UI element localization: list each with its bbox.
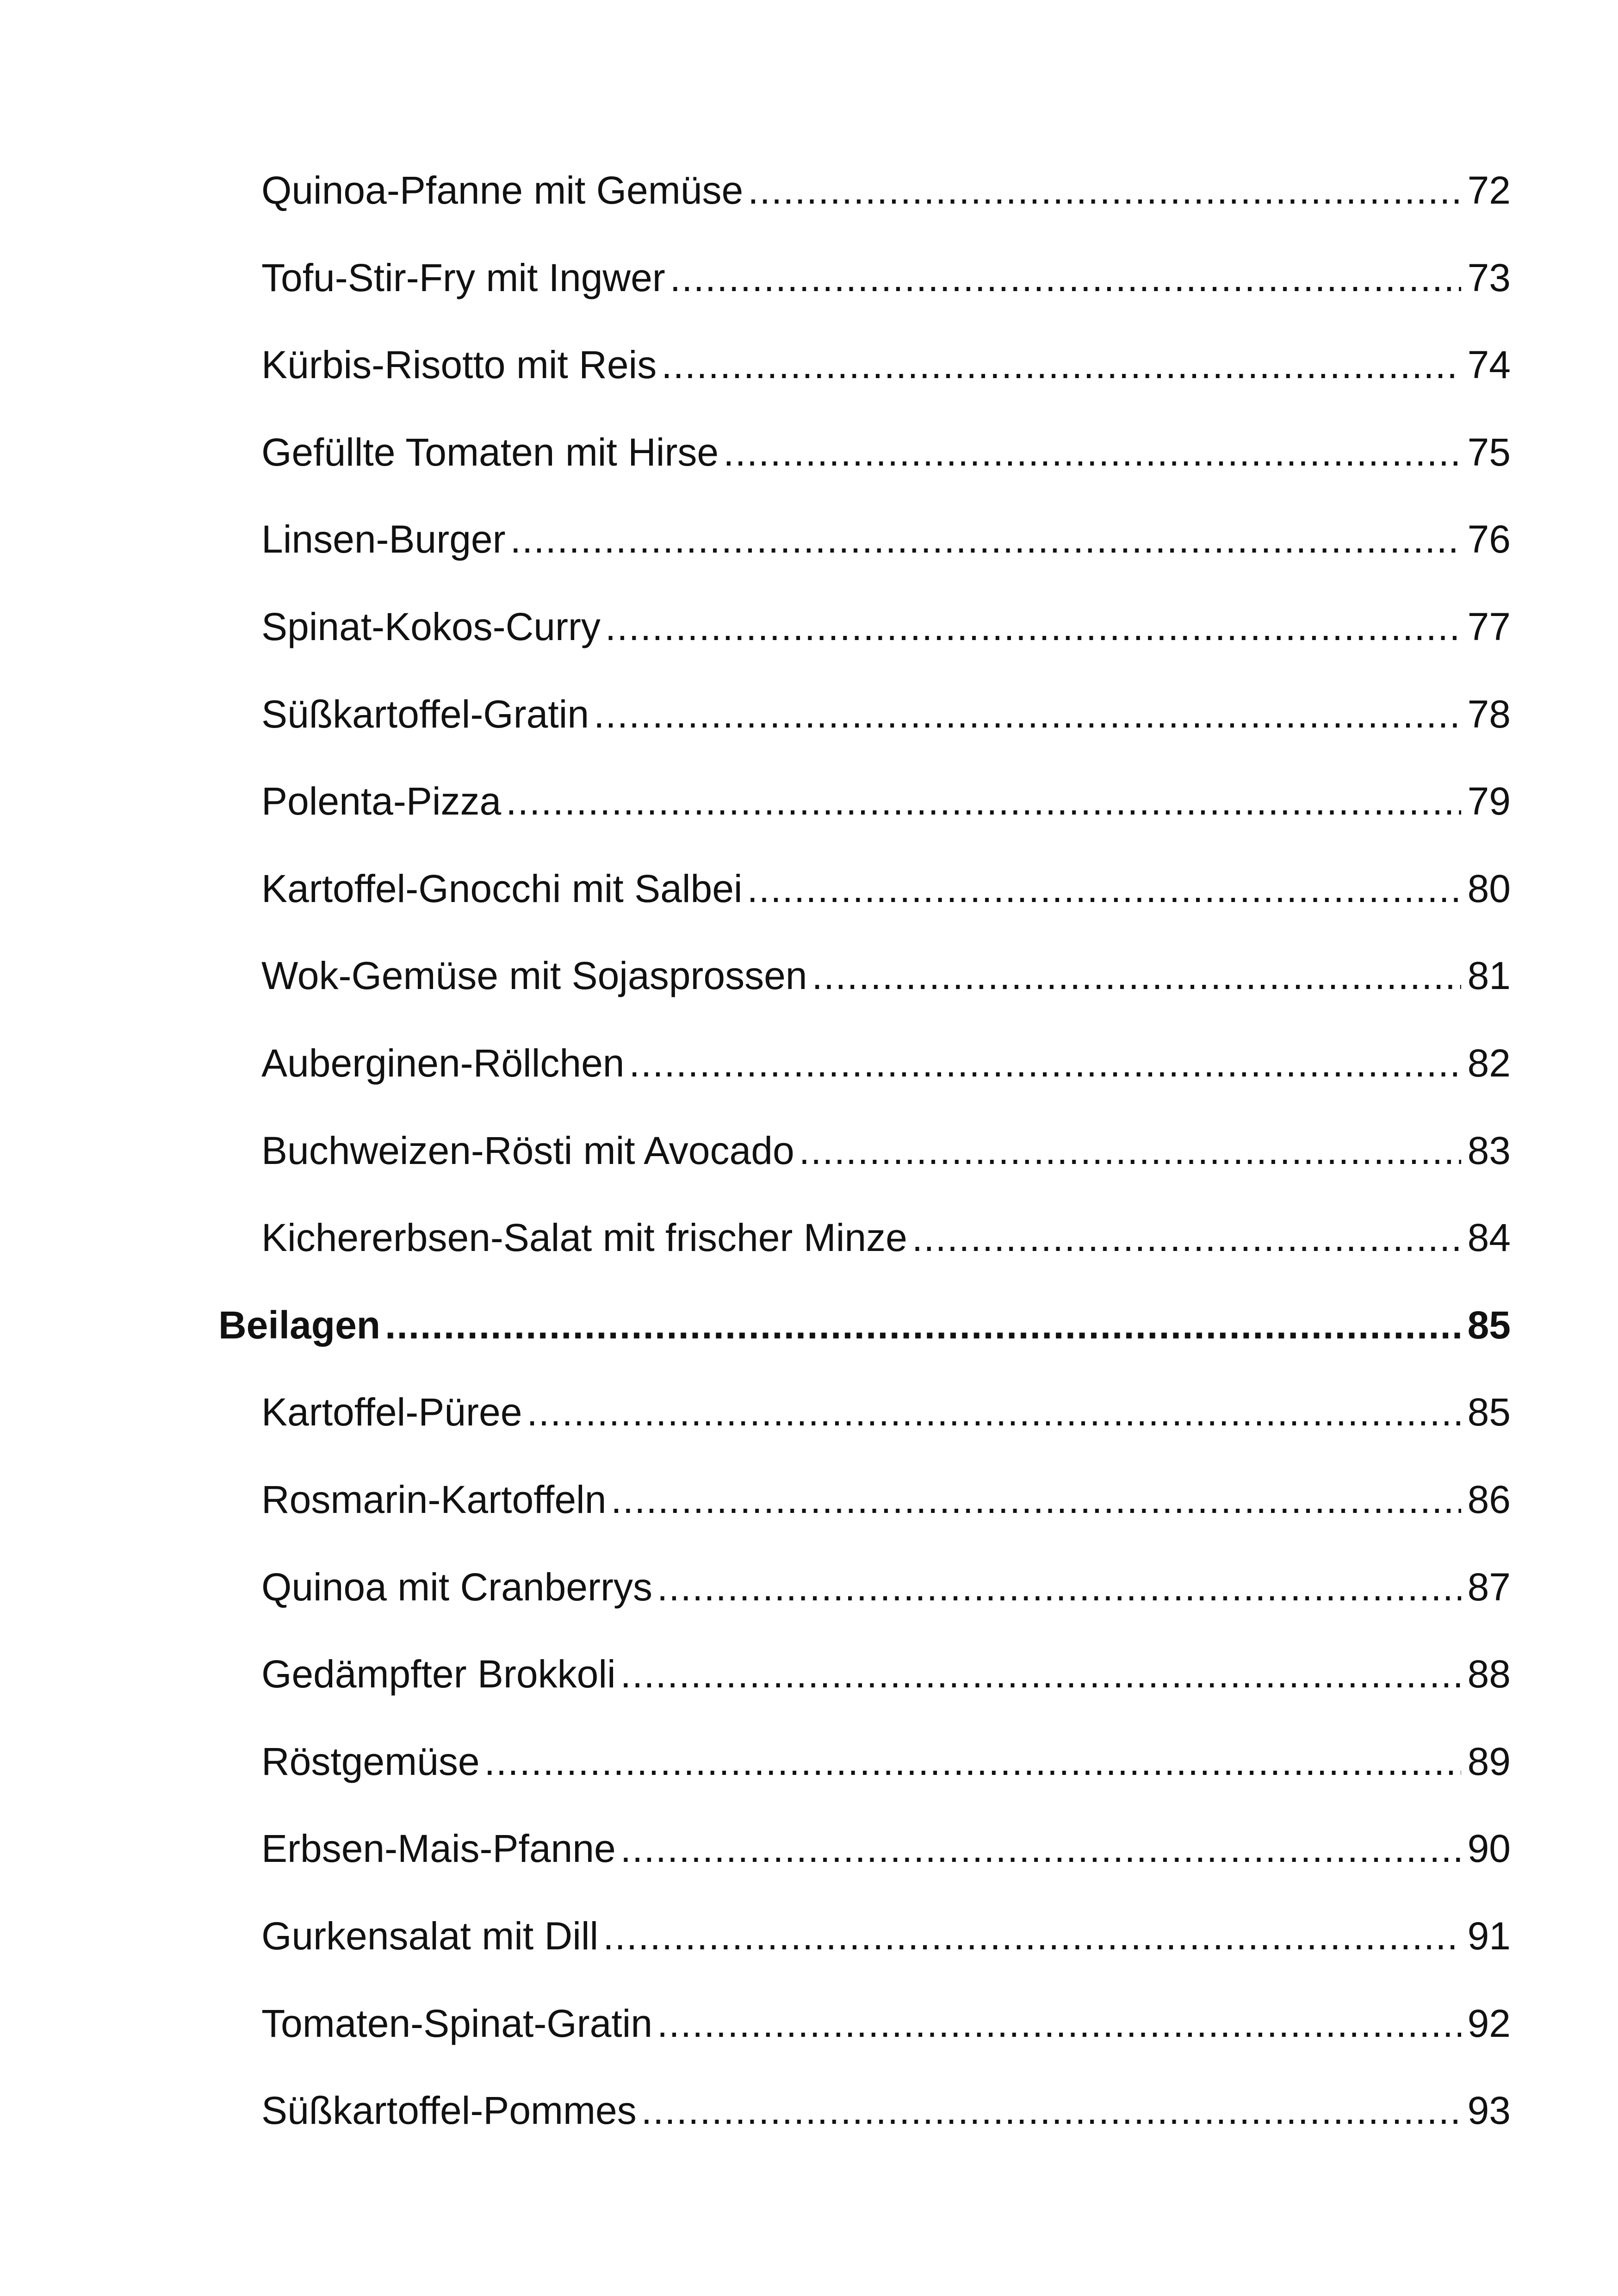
toc-entry[interactable] — [261, 1387, 1511, 1437]
toc-section-page: 85 — [1467, 1303, 1511, 1347]
toc-dot-leader — [385, 1300, 1461, 1350]
toc-dot-leader — [603, 1910, 1461, 1961]
toc-entry-page: 79 — [1467, 779, 1511, 823]
toc-entry-title: Kürbis-Risotto mit Reis — [261, 343, 657, 386]
toc-entry[interactable] — [261, 427, 1511, 478]
toc-entry[interactable] — [261, 1038, 1511, 1089]
toc-entry-title: Erbsen-Mais-Pfanne — [261, 1827, 616, 1870]
toc-entry-page: 78 — [1467, 692, 1511, 736]
toc-dot-leader — [629, 1038, 1461, 1089]
toc-entry-page: 92 — [1467, 2002, 1511, 2045]
toc-dot-leader — [594, 689, 1461, 740]
toc-entry-title: Buchweizen-Rösti mit Avocado — [261, 1129, 794, 1172]
toc-dot-leader — [657, 1562, 1461, 1612]
toc-entry[interactable] — [261, 1998, 1511, 2049]
toc-dot-leader — [484, 1736, 1461, 1787]
toc-entry-page: 87 — [1467, 1565, 1511, 1609]
toc-entry[interactable] — [261, 1125, 1511, 1176]
toc-entry-title: Kartoffel-Gnocchi mit Salbei — [261, 867, 743, 910]
toc-entry-page: 81 — [1467, 954, 1511, 997]
toc-entry-page: 80 — [1467, 867, 1511, 910]
toc-dot-leader — [747, 863, 1461, 914]
toc-entry-title: Süßkartoffel-Pommes — [261, 2089, 637, 2132]
toc-dot-leader — [510, 514, 1461, 565]
toc-entry-page: 72 — [1467, 168, 1511, 212]
toc-entry[interactable] — [261, 776, 1511, 827]
toc-entry-title: Quinoa mit Cranberrys — [261, 1565, 652, 1609]
toc-entry[interactable] — [261, 252, 1511, 303]
toc-dot-leader — [620, 1649, 1461, 1699]
toc-entry[interactable] — [261, 514, 1511, 565]
toc-dot-leader — [670, 252, 1461, 303]
toc-entry-title: Polenta-Pizza — [261, 779, 502, 823]
toc-dot-leader — [620, 1823, 1461, 1874]
toc-entry-title: Gefüllte Tomaten mit Hirse — [261, 430, 719, 474]
toc-dot-leader — [611, 1474, 1461, 1525]
toc-entry-page: 74 — [1467, 343, 1511, 386]
toc-entry-page: 88 — [1467, 1652, 1511, 1696]
toc-entry-page: 82 — [1467, 1041, 1511, 1085]
toc-entry[interactable] — [261, 689, 1511, 740]
toc-entry[interactable] — [261, 1823, 1511, 1874]
toc-dot-leader — [527, 1387, 1461, 1437]
toc-entry-title: Linsen-Burger — [261, 517, 506, 561]
toc-dot-leader — [506, 776, 1461, 827]
toc-entry-page: 86 — [1467, 1478, 1511, 1521]
toc-entry-title: Quinoa-Pfanne mit Gemüse — [261, 168, 744, 212]
toc-entry-page: 75 — [1467, 430, 1511, 474]
toc-entry[interactable] — [261, 165, 1511, 216]
toc-entry-title: Süßkartoffel-Gratin — [261, 692, 589, 736]
toc-entry-page: 91 — [1467, 1914, 1511, 1958]
toc-entry-title: Gedämpfter Brokkoli — [261, 1652, 616, 1696]
toc-entry-page: 85 — [1467, 1390, 1511, 1434]
toc-dot-leader — [912, 1212, 1461, 1263]
toc-entry-title: Kartoffel-Püree — [261, 1390, 522, 1434]
toc-dot-leader — [748, 165, 1461, 216]
toc-entry[interactable] — [261, 601, 1511, 652]
toc-entry[interactable] — [261, 1910, 1511, 1961]
toc-entry[interactable] — [261, 1649, 1511, 1699]
toc-dot-leader — [812, 950, 1461, 1001]
toc-entry[interactable] — [261, 1212, 1511, 1263]
toc-entry-title: Wok-Gemüse mit Sojasprossen — [261, 954, 807, 997]
toc-entry[interactable] — [261, 1474, 1511, 1525]
toc-entry-title: Röstgemüse — [261, 1740, 480, 1783]
toc-entry-title: Rosmarin-Kartoffeln — [261, 1478, 607, 1521]
toc-dot-leader — [661, 339, 1461, 390]
toc-entry[interactable] — [261, 863, 1511, 914]
toc-entry[interactable] — [261, 950, 1511, 1001]
toc-entry-page: 84 — [1467, 1216, 1511, 1259]
toc-entry-page: 83 — [1467, 1129, 1511, 1172]
toc-dot-leader — [799, 1125, 1461, 1176]
toc-entry-page: 76 — [1467, 517, 1511, 561]
toc-entry-page: 89 — [1467, 1740, 1511, 1783]
toc-entry-page: 73 — [1467, 256, 1511, 299]
toc-dot-leader — [605, 601, 1461, 652]
toc-dot-leader — [641, 2085, 1461, 2136]
toc-entry-title: Auberginen-Röllchen — [261, 1041, 625, 1085]
toc-entry-page: 93 — [1467, 2089, 1511, 2132]
toc-section-beilagen[interactable] — [218, 1300, 1511, 1350]
toc-entry-title: Gurkensalat mit Dill — [261, 1914, 599, 1958]
toc-entry-title: Kichererbsen-Salat mit frischer Minze — [261, 1216, 907, 1259]
toc-entry[interactable] — [261, 339, 1511, 390]
toc-entry[interactable] — [261, 1736, 1511, 1787]
toc-dot-leader — [723, 427, 1461, 478]
toc-entry-page: 77 — [1467, 605, 1511, 648]
toc-entry[interactable] — [261, 2085, 1511, 2136]
toc-entry-page: 90 — [1467, 1827, 1511, 1870]
toc-entry-title: Tofu-Stir-Fry mit Ingwer — [261, 256, 665, 299]
toc-entry-title: Spinat-Kokos-Curry — [261, 605, 601, 648]
toc-section-title: Beilagen — [218, 1303, 381, 1347]
toc-entry-title: Tomaten-Spinat-Gratin — [261, 2002, 653, 2045]
toc-dot-leader — [657, 1998, 1461, 2049]
toc-entry[interactable] — [261, 1562, 1511, 1612]
